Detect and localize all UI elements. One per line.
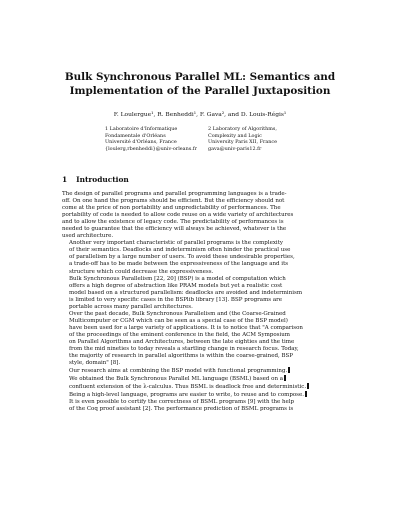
text-line: off. On one hand the programs should be efficient. But the efficiency should not xyxy=(62,198,285,205)
paragraph xyxy=(62,191,339,240)
text-line: style, domain" [8]. xyxy=(69,360,121,367)
text-line: model based on a structured parallelism: deadlocks are avoided and indeterminism xyxy=(69,289,303,296)
text-line: Another very important characteristic of parallel programs is the complexity xyxy=(69,240,284,247)
change-bar xyxy=(305,391,307,397)
text-line: It is even possible to certify the correctness of BSML programs [9] with the help xyxy=(69,399,295,406)
affiliation-1 xyxy=(105,126,197,152)
text-line: of their semantics. Deadlocks and indeterminism often hinder the practical use xyxy=(69,247,291,254)
text-line: portable across many parallel architectures. xyxy=(69,303,193,310)
paper-title xyxy=(60,70,340,98)
change-bar xyxy=(288,367,290,373)
title-line-1: Bulk Synchronous Parallel ML: Semantics and xyxy=(64,71,336,83)
text-line: the majority of research in parallel algorithms is within the coarse-grained, BSP xyxy=(69,353,293,360)
affiliation-line: 2 Laboratory of Algorithms, xyxy=(208,126,277,132)
text-line: Being a high-level language, programs are easier to write, to reuse and to compose. xyxy=(62,391,339,399)
affiliation-line: University Paris XII, France xyxy=(208,139,278,146)
section-title: Introduction xyxy=(76,175,129,184)
text-line: a trade-off has to be made between the expressiveness of the language and its xyxy=(69,261,289,268)
affiliation-2 xyxy=(208,126,277,152)
text-line: of the Coq proof assistant [2]. The performance prediction of BSML programs is xyxy=(69,406,294,413)
text-line: portability of code is needed to allow code reuse on a wide variety of architectures xyxy=(62,212,294,219)
affiliation-line: Université d'Orléans, France xyxy=(105,139,177,146)
paragraph xyxy=(62,311,339,367)
affiliation-email: gava@univ-paris12.fr xyxy=(208,145,262,152)
text-line: come at the price of non portability and unpredictability of performances. The xyxy=(62,205,281,212)
paragraph xyxy=(62,240,339,275)
text-line: on Parallel Algorithms and Architectures, between the late eighties and the time xyxy=(69,338,295,345)
paragraph xyxy=(62,367,339,413)
text-line: of parallelism by a large number of users. To avoid these undesirable properties, xyxy=(69,254,295,261)
body-text xyxy=(62,191,339,413)
text-line: and to allow the existence of legacy code. The predictability of performances is xyxy=(62,219,284,226)
section-heading xyxy=(62,175,129,184)
affiliation-line: Fondamentale d'Orléans xyxy=(105,132,166,139)
change-bar xyxy=(284,375,286,381)
text-line: The design of parallel programs and parallel programming languages is a trade- xyxy=(62,191,287,197)
text-line: We obtained the Bulk Synchronous Parallel ML language (BSML) based on a xyxy=(62,375,339,383)
affiliation-line: Complexity and Logic xyxy=(208,132,262,139)
text-line: used architecture. xyxy=(62,233,114,240)
section-number: 1 xyxy=(62,175,68,184)
text-line: is limited to very specific cases in the BSPlib library [13]. BSP programs are xyxy=(69,296,283,303)
text-line: confluent extension of the λ-calculus. Thus BSML is deadlock free and deterministic. xyxy=(62,383,339,391)
text-line: Over the past decade, Bulk Synchronous Parallelism and (the Coarse-Grained xyxy=(69,310,286,317)
paragraph xyxy=(62,276,339,311)
text-line: structure which could decrease the expressiveness. xyxy=(69,268,214,275)
author-list: F. Loulergue¹, R. Benheddi¹, F. Gava², and D. Louis-Régis¹ xyxy=(113,112,287,118)
affiliation-email: {loulerg,rbenheddi}@univ-orleans.fr xyxy=(105,145,197,152)
text-line: Bulk Synchronous Parallelism [22, 20] (BSP) is a model of computation which xyxy=(69,275,286,282)
title-line-2: Implementation of the Parallel Juxtaposition xyxy=(69,85,331,97)
change-bar xyxy=(307,383,309,389)
text-line: offers a high degree of abstraction like PRAM models but yet a realistic cost xyxy=(69,282,283,289)
text-line: have been used for a large variety of applications. It is to notice that "A comparison xyxy=(69,324,303,331)
text-line: needed to guarantee that the efficiency will always be achieved, whatever is the xyxy=(62,226,287,233)
text-line: from the mid nineties to today reveals a startling change in research focus. Today, xyxy=(69,346,299,353)
text-line: Our research aims at combining the BSP model with functional programming. xyxy=(62,367,339,375)
text-line: Multicomputer or CGM which can be seen as a special case of the BSP model) xyxy=(69,317,288,324)
text-line: of the proceedings of the eminent conference in the field, the ACM Symposium xyxy=(69,331,291,338)
affiliation-line: 1 Laboratoire d'Informatique xyxy=(105,126,178,132)
